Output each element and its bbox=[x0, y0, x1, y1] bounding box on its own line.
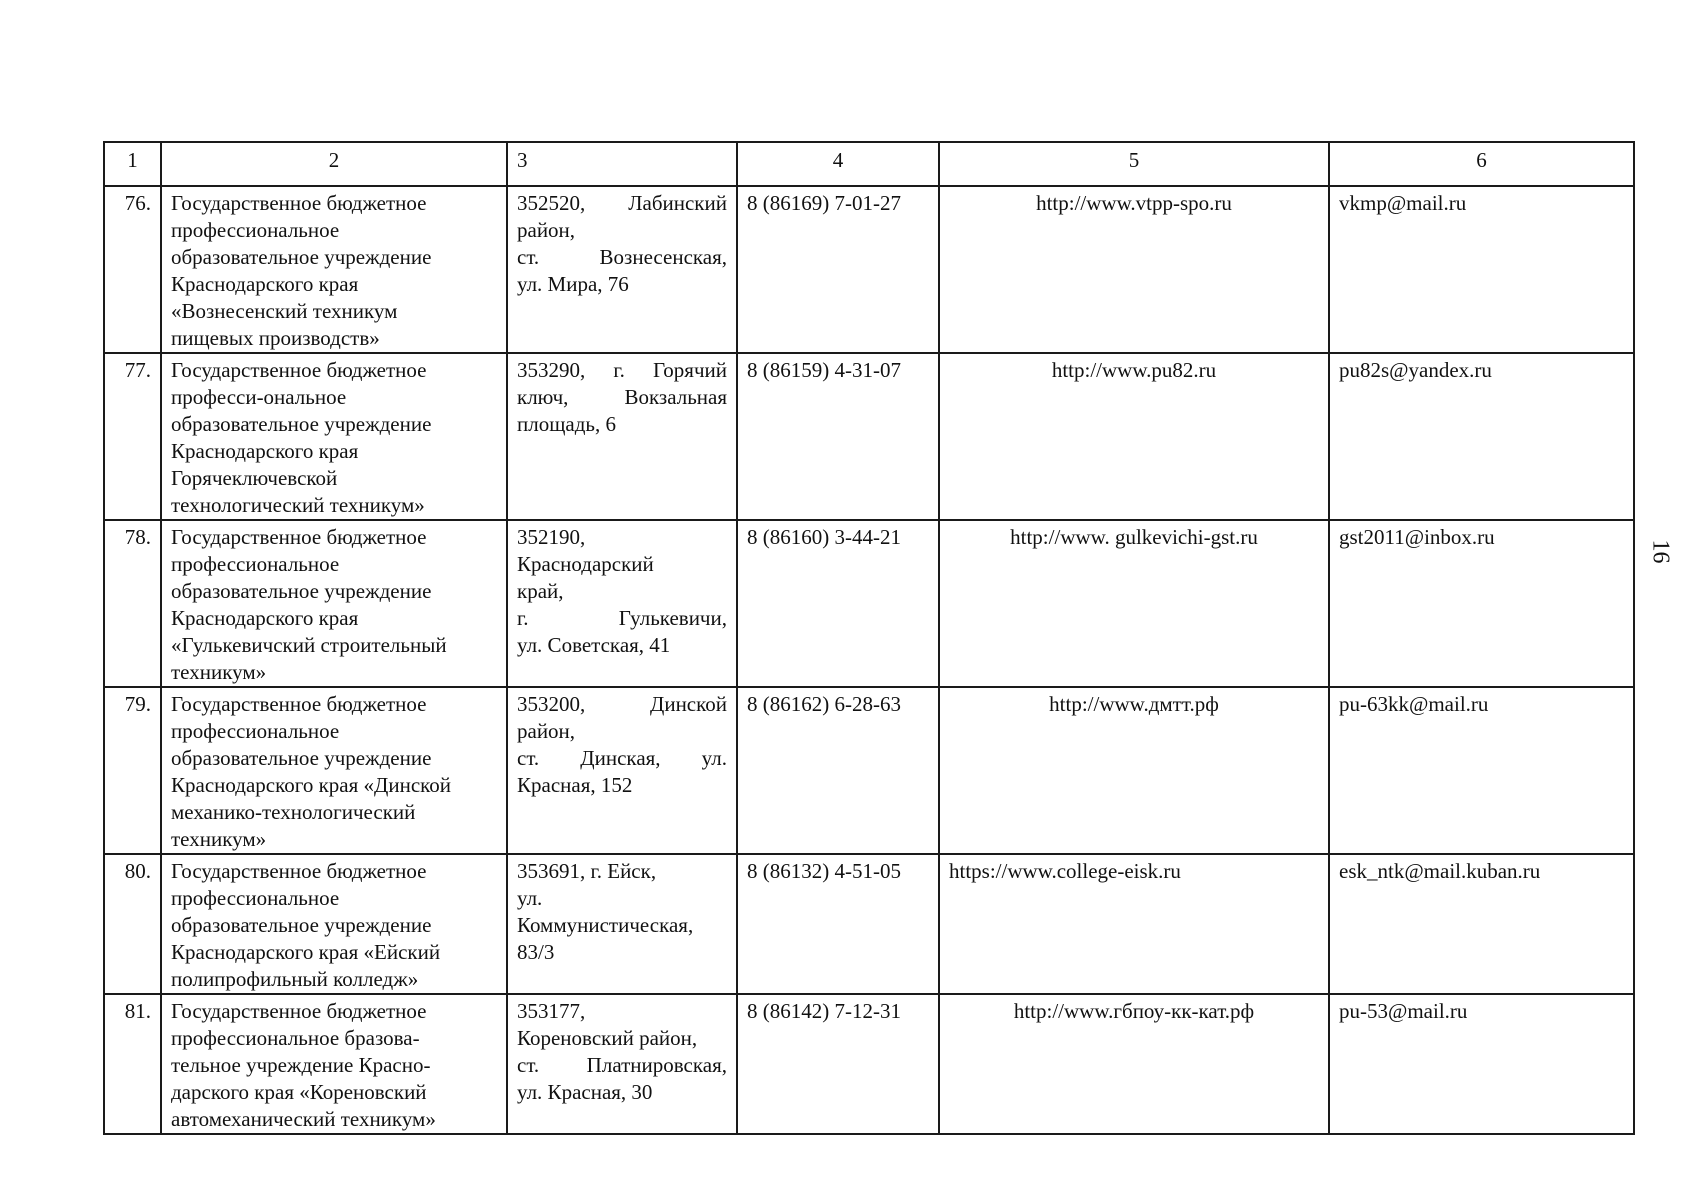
address-line: край, bbox=[517, 579, 564, 603]
website-link[interactable]: https://www.college-eisk.ru bbox=[939, 854, 1329, 994]
institution-name bbox=[161, 520, 507, 687]
table-row bbox=[104, 687, 1634, 854]
row-number: 76. bbox=[104, 186, 161, 353]
name-line: «Гулькевичский строительный bbox=[171, 633, 447, 657]
institution-address bbox=[507, 186, 737, 353]
name-line: образовательное учреждение bbox=[171, 245, 432, 269]
table-row bbox=[104, 186, 1634, 353]
institutions-table bbox=[103, 141, 1635, 1135]
email-link[interactable]: vkmp@mail.ru bbox=[1329, 186, 1634, 353]
address-line: ул. Красная, 30 bbox=[517, 1080, 653, 1104]
name-line: техникум» bbox=[171, 660, 267, 684]
name-line: професси-ональное bbox=[171, 385, 347, 409]
institution-name bbox=[161, 687, 507, 854]
name-line: образовательное учреждение bbox=[171, 579, 432, 603]
institution-address bbox=[507, 353, 737, 520]
row-number: 77. bbox=[104, 353, 161, 520]
address-line: ул. Советская, 41 bbox=[517, 633, 671, 657]
name-line: Краснодарского края «Динской bbox=[171, 773, 452, 797]
row-number: 79. bbox=[104, 687, 161, 854]
col-header-5: 5 bbox=[939, 142, 1329, 186]
phone: 8 (86160) 3-44-21 bbox=[737, 520, 939, 687]
website-link[interactable]: http://www.гбпоу-кк-кат.рф bbox=[939, 994, 1329, 1134]
name-line: Краснодарского края bbox=[171, 272, 359, 296]
name-line: пищевых производств» bbox=[171, 326, 380, 350]
address-line: 352520, Лабинский bbox=[517, 191, 727, 215]
name-line: образовательное учреждение bbox=[171, 913, 432, 937]
address-line: район, bbox=[517, 719, 576, 743]
address-line: район, bbox=[517, 218, 576, 242]
name-line: Краснодарского края «Ейский bbox=[171, 940, 441, 964]
col-header-6: 6 bbox=[1329, 142, 1634, 186]
phone: 8 (86162) 6-28-63 bbox=[737, 687, 939, 854]
col-header-1: 1 bbox=[104, 142, 161, 186]
col-header-2: 2 bbox=[161, 142, 507, 186]
name-line: Государственное бюджетное bbox=[171, 358, 427, 382]
table-row bbox=[104, 353, 1634, 520]
name-line: профессиональное бразова- bbox=[171, 1026, 420, 1050]
name-line: Государственное бюджетное bbox=[171, 191, 427, 215]
address-line: 353691, г. Ейск, bbox=[517, 859, 657, 883]
address-line: площадь, 6 bbox=[517, 412, 616, 436]
address-line: 353290, г. Горячий bbox=[517, 358, 727, 382]
address-line: Кореновский район, bbox=[517, 1026, 698, 1050]
address-line: ул. bbox=[517, 886, 543, 910]
name-line: профессиональное bbox=[171, 886, 340, 910]
table-row bbox=[104, 854, 1634, 994]
name-line: Горячеключевской bbox=[171, 466, 338, 490]
address-line: ст. Платнировская, bbox=[517, 1053, 727, 1077]
website-link[interactable]: http://www.дмтт.рф bbox=[939, 687, 1329, 854]
col-header-3: 3 bbox=[507, 142, 737, 186]
address-line: ул. Мира, 76 bbox=[517, 272, 629, 296]
page-number: 16 bbox=[1647, 539, 1674, 564]
phone: 8 (86142) 7-12-31 bbox=[737, 994, 939, 1134]
col-header-4: 4 bbox=[737, 142, 939, 186]
address-line: Коммунистическая, bbox=[517, 913, 694, 937]
name-line: дарского края «Кореновский bbox=[171, 1080, 427, 1104]
name-line: механико-технологический bbox=[171, 800, 416, 824]
address-line: ст. Вознесенская, bbox=[517, 245, 727, 269]
phone: 8 (86159) 4-31-07 bbox=[737, 353, 939, 520]
name-line: Краснодарского края bbox=[171, 439, 359, 463]
row-number: 80. bbox=[104, 854, 161, 994]
address-line: ключ, Вокзальная bbox=[517, 385, 727, 409]
address-line: ст. Динская, ул. bbox=[517, 746, 727, 770]
phone: 8 (86132) 4-51-05 bbox=[737, 854, 939, 994]
name-line: Государственное бюджетное bbox=[171, 525, 427, 549]
institution-name bbox=[161, 994, 507, 1134]
institution-name bbox=[161, 186, 507, 353]
address-line: 353200, Динской bbox=[517, 692, 727, 716]
institution-address bbox=[507, 520, 737, 687]
website-link[interactable]: http://www.vtpp-spo.ru bbox=[939, 186, 1329, 353]
institution-address bbox=[507, 994, 737, 1134]
email-link[interactable]: pu-53@mail.ru bbox=[1329, 994, 1634, 1134]
address-line: Красная, 152 bbox=[517, 773, 633, 797]
address-line: 353177, bbox=[517, 999, 586, 1023]
table-row bbox=[104, 994, 1634, 1134]
institution-address bbox=[507, 854, 737, 994]
name-line: образовательное учреждение bbox=[171, 412, 432, 436]
row-number: 78. bbox=[104, 520, 161, 687]
name-line: «Вознесенский техникум bbox=[171, 299, 398, 323]
address-line: г. Гулькевичи, bbox=[517, 606, 727, 630]
name-line: Государственное бюджетное bbox=[171, 859, 427, 883]
name-line: Государственное бюджетное bbox=[171, 999, 427, 1023]
name-line: Краснодарского края bbox=[171, 606, 359, 630]
email-link[interactable]: esk_ntk@mail.kuban.ru bbox=[1329, 854, 1634, 994]
name-line: профессиональное bbox=[171, 552, 340, 576]
name-line: тельное учреждение Красно- bbox=[171, 1053, 431, 1077]
name-line: Государственное бюджетное bbox=[171, 692, 427, 716]
address-line: 352190, bbox=[517, 525, 586, 549]
institution-name bbox=[161, 353, 507, 520]
header-row bbox=[104, 142, 1634, 186]
institution-address bbox=[507, 687, 737, 854]
name-line: профессиональное bbox=[171, 719, 340, 743]
table-row bbox=[104, 520, 1634, 687]
name-line: автомеханический техникум» bbox=[171, 1107, 436, 1131]
address-line: Краснодарский bbox=[517, 552, 654, 576]
name-line: образовательное учреждение bbox=[171, 746, 432, 770]
website-link[interactable]: http://www. gulkevichi-gst.ru bbox=[939, 520, 1329, 687]
institution-name bbox=[161, 854, 507, 994]
website-link[interactable]: http://www.pu82.ru bbox=[939, 353, 1329, 520]
name-line: технологический техникум» bbox=[171, 493, 425, 517]
name-line: полипрофильный колледж» bbox=[171, 967, 419, 991]
address-line: 83/3 bbox=[517, 940, 555, 964]
email-link[interactable]: gst2011@inbox.ru bbox=[1329, 520, 1634, 687]
phone: 8 (86169) 7-01-27 bbox=[737, 186, 939, 353]
row-number: 81. bbox=[104, 994, 161, 1134]
email-link[interactable]: pu-63kk@mail.ru bbox=[1329, 687, 1634, 854]
name-line: профессиональное bbox=[171, 218, 340, 242]
email-link[interactable]: pu82s@yandex.ru bbox=[1329, 353, 1634, 520]
name-line: техникум» bbox=[171, 827, 267, 851]
